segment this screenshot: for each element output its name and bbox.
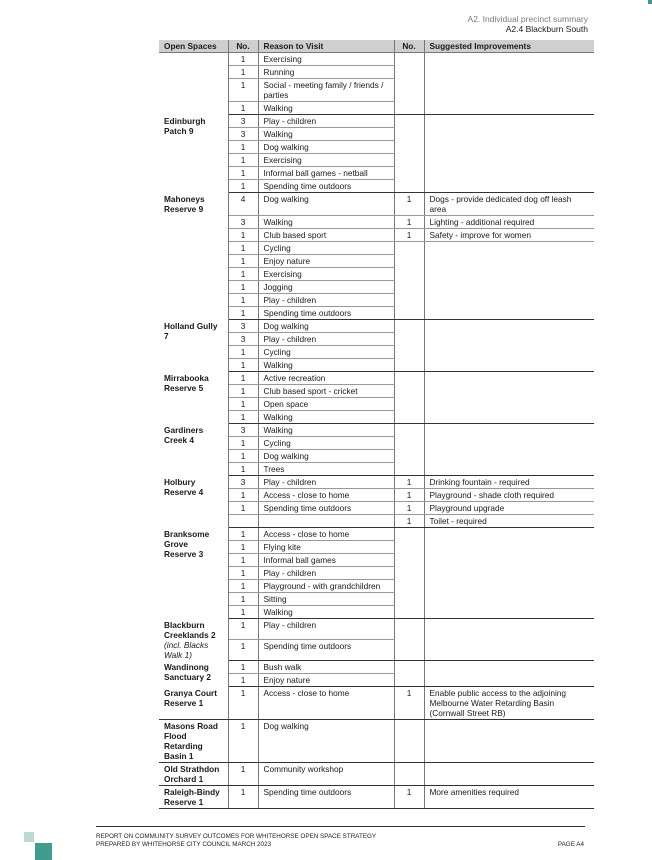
reason-count: 1 [228, 372, 258, 385]
reason-text: Access - close to home [258, 528, 394, 541]
improvement-count-empty [394, 128, 424, 141]
reason-text: Open space [258, 398, 394, 411]
improvement-count-empty [394, 554, 424, 567]
open-space-cell [159, 687, 228, 720]
open-space-name: Mirrabooka Reserve 5 [164, 372, 209, 393]
reason-text: Walking [258, 606, 394, 619]
improvement-count-empty [394, 167, 424, 180]
reason-text: Access - close to home [258, 687, 394, 720]
reason-text: Spending time outdoors [258, 640, 394, 661]
table-row [159, 720, 594, 763]
table-row [159, 619, 594, 640]
improvement-text-empty [424, 763, 594, 786]
improvement-text-empty [424, 411, 594, 424]
open-space-name: Mahoneys Reserve 9 [164, 193, 205, 214]
improvement-text-empty [424, 66, 594, 79]
open-space-cell [159, 372, 228, 424]
reason-text: Informal ball games - netball [258, 167, 394, 180]
open-space-name: Wandinong Sanctuary 2 [164, 661, 212, 682]
reason-count: 1 [228, 580, 258, 593]
improvement-text-empty [424, 437, 594, 450]
table-header-row [159, 40, 594, 53]
improvement-count-empty [394, 674, 424, 687]
reason-count: 1 [228, 619, 258, 640]
reason-text: Walking [258, 102, 394, 115]
reason-text: Informal ball games [258, 554, 394, 567]
reason-count: 1 [228, 359, 258, 372]
improvement-text-empty [424, 320, 594, 333]
improvement-count-empty [394, 640, 424, 661]
header-open-spaces: Open Spaces [159, 40, 228, 53]
reason-text: Cycling [258, 437, 394, 450]
improvement-count-empty [394, 141, 424, 154]
improvement-count-empty [394, 528, 424, 541]
reason-count: 1 [228, 640, 258, 661]
reason-count: 1 [228, 541, 258, 554]
reason-count: 1 [228, 661, 258, 674]
reason-text: Play - children [258, 567, 394, 580]
reason-count: 1 [228, 102, 258, 115]
improvement-count-empty [394, 463, 424, 476]
reason-count: 1 [228, 786, 258, 809]
reason-count: 3 [228, 320, 258, 333]
reason-text: Jogging [258, 281, 394, 294]
improvement-text-empty [424, 424, 594, 437]
reason-text: Community workshop [258, 763, 394, 786]
reason-text: Flying kite [258, 541, 394, 554]
reason-count: 1 [228, 763, 258, 786]
header-reason-to-visit: Reason to Visit [258, 40, 394, 53]
footer-text [96, 833, 376, 849]
page-number: PAGE A4 [557, 841, 584, 848]
table-row [159, 320, 594, 333]
improvement-count-empty [394, 567, 424, 580]
reason-count: 1 [228, 593, 258, 606]
reason-count: 1 [228, 502, 258, 515]
improvement-text-empty [424, 674, 594, 687]
reason-count: 1 [228, 294, 258, 307]
improvement-text-empty [424, 102, 594, 115]
footer-report-title: REPORT ON COMMUNITY SURVEY OUTCOMES FOR WHITEHORSE OPEN SPACE STRATEGY [96, 833, 377, 840]
table-row [159, 115, 594, 128]
improvement-count-empty [394, 372, 424, 385]
open-space-cell [159, 528, 228, 619]
logo-square-dark [35, 843, 52, 860]
improvement-text-empty [424, 372, 594, 385]
improvement-text-empty [424, 333, 594, 346]
improvement-count-empty [394, 294, 424, 307]
improvement-text-empty [424, 167, 594, 180]
reason-count: 1 [228, 242, 258, 255]
improvement-text-empty [424, 281, 594, 294]
improvement-text: Toilet - required [424, 515, 594, 528]
open-space-name: Raleigh-Bindy Reserve 1 [164, 787, 220, 807]
improvement-count: 1 [394, 229, 424, 242]
improvement-count: 1 [394, 193, 424, 216]
reason-text: Exercising [258, 154, 394, 167]
improvement-text-empty [424, 294, 594, 307]
open-space-cell [159, 424, 228, 476]
improvement-text: Enable public access to the adjoining Melbourne Water Retarding Basin (Cornwall Street RB) [424, 687, 594, 720]
improvement-text-empty [424, 606, 594, 619]
improvement-count: 1 [394, 476, 424, 489]
table-row [159, 424, 594, 437]
reason-count: 1 [228, 79, 258, 102]
reason-text: Dog walking [258, 141, 394, 154]
table-row [159, 53, 594, 66]
open-space-cell [159, 661, 228, 687]
reason-text: Exercising [258, 53, 394, 66]
reason-count: 3 [228, 115, 258, 128]
open-space-cell [159, 115, 228, 193]
reason-count: 3 [228, 216, 258, 229]
improvement-count-empty [394, 763, 424, 786]
reason-text: Club based sport [258, 229, 394, 242]
reason-text: Spending time outdoors [258, 786, 394, 809]
reason-text: Play - children [258, 115, 394, 128]
reason-text: Walking [258, 424, 394, 437]
improvement-count-empty [394, 79, 424, 102]
reason-count: 1 [228, 720, 258, 763]
reason-text: Walking [258, 359, 394, 372]
open-space-name: Old Strathdon Orchard 1 [164, 764, 220, 784]
improvement-text-empty [424, 541, 594, 554]
reason-count: 1 [228, 554, 258, 567]
open-space-name: Holland Gully 7 [164, 320, 218, 341]
table-row [159, 763, 594, 786]
improvement-count-empty [394, 398, 424, 411]
reason-text: Play - children [258, 476, 394, 489]
open-space-cell [159, 193, 228, 320]
improvement-count: 1 [394, 786, 424, 809]
improvement-count-empty [394, 606, 424, 619]
improvement-text-empty [424, 115, 594, 128]
header-improvement-count: No. [394, 40, 424, 53]
improvement-text-empty [424, 567, 594, 580]
improvement-text-empty [424, 554, 594, 567]
reason-text: Spending time outdoors [258, 307, 394, 320]
reason-count: 1 [228, 180, 258, 193]
reason-count: 1 [228, 66, 258, 79]
reason-text: Play - children [258, 294, 394, 307]
reason-text: Active recreation [258, 372, 394, 385]
improvement-count-empty [394, 359, 424, 372]
reason-text: Exercising [258, 268, 394, 281]
reason-text: Cycling [258, 346, 394, 359]
improvement-count-empty [394, 102, 424, 115]
improvement-count: 1 [394, 502, 424, 515]
reason-text: Walking [258, 216, 394, 229]
improvement-text-empty [424, 619, 594, 640]
improvement-text: Playground - shade cloth required [424, 489, 594, 502]
open-space-name: Granya Court Reserve 1 [164, 687, 218, 708]
open-space-note: (incl. Blacks Walk 1) [164, 639, 209, 660]
open-space-cell [159, 763, 228, 786]
subsection-title: A2.4 Blackburn South [505, 24, 588, 34]
reason-text: Dog walking [258, 720, 394, 763]
open-space-cell [159, 320, 228, 372]
reason-count: 1 [228, 307, 258, 320]
logo-square-light [24, 832, 34, 842]
improvement-text-empty [424, 720, 594, 763]
open-space-name: Edinburgh Patch 9 [164, 115, 206, 136]
section-title: A2. Individual precinct summary [467, 14, 588, 24]
improvement-count-empty [394, 593, 424, 606]
improvement-count: 1 [394, 687, 424, 720]
improvement-count-empty [394, 180, 424, 193]
improvement-count-empty [394, 450, 424, 463]
table-row [159, 193, 594, 216]
reason-text: Enjoy nature [258, 255, 394, 268]
reason-count: 1 [228, 255, 258, 268]
reason-count: 1 [228, 528, 258, 541]
improvement-text: Safety - improve for women [424, 229, 594, 242]
open-space-name: Blackburn Creeklands 2 [164, 619, 216, 640]
reason-text: Cycling [258, 242, 394, 255]
reason-count: 1 [228, 606, 258, 619]
reason-text: Spending time outdoors [258, 180, 394, 193]
open-space-cell [159, 786, 228, 809]
footer-prepared-by: PREPARED BY WHITEHORSE CITY COUNCIL MARCH 2023 [96, 841, 272, 848]
reason-count: 1 [228, 437, 258, 450]
improvement-count-empty [394, 580, 424, 593]
improvement-text: Lighting - additional required [424, 216, 594, 229]
reason-count: 1 [228, 167, 258, 180]
improvement-text-empty [424, 268, 594, 281]
reason-text: Enjoy nature [258, 674, 394, 687]
reason-count: 1 [228, 385, 258, 398]
reason-text: Access - close to home [258, 489, 394, 502]
improvement-text-empty [424, 593, 594, 606]
table-row [159, 476, 594, 489]
reason-count: 1 [228, 141, 258, 154]
improvement-text-empty [424, 79, 594, 102]
reason-count: 1 [228, 281, 258, 294]
improvement-text: Drinking fountain - required [424, 476, 594, 489]
improvement-text-empty [424, 180, 594, 193]
improvement-text-empty [424, 528, 594, 541]
improvement-count-empty [394, 424, 424, 437]
improvement-text-empty [424, 398, 594, 411]
reason-text: Dog walking [258, 450, 394, 463]
reason-count: 1 [228, 154, 258, 167]
improvement-count-empty [394, 541, 424, 554]
improvement-count-empty [394, 385, 424, 398]
improvement-count-empty [394, 53, 424, 66]
reason-text [258, 515, 394, 528]
reason-count: 1 [228, 489, 258, 502]
reason-count: 1 [228, 229, 258, 242]
improvement-count-empty [394, 411, 424, 424]
improvement-count: 1 [394, 489, 424, 502]
reason-count: 1 [228, 450, 258, 463]
footer-rule [96, 826, 585, 827]
survey-table [159, 40, 594, 809]
reason-count: 1 [228, 687, 258, 720]
improvement-text-empty [424, 346, 594, 359]
improvement-text-empty [424, 128, 594, 141]
improvement-text-empty [424, 154, 594, 167]
reason-count: 3 [228, 476, 258, 489]
reason-text: Play - children [258, 619, 394, 640]
improvement-count-empty [394, 66, 424, 79]
improvement-count-empty [394, 255, 424, 268]
reason-count [228, 515, 258, 528]
reason-count: 1 [228, 463, 258, 476]
improvement-text-empty [424, 359, 594, 372]
improvement-count-empty [394, 619, 424, 640]
improvement-count-empty [394, 268, 424, 281]
reason-count: 1 [228, 268, 258, 281]
reason-count: 1 [228, 346, 258, 359]
table-row [159, 687, 594, 720]
reason-count: 1 [228, 53, 258, 66]
improvement-count-empty [394, 320, 424, 333]
improvement-text-empty [424, 640, 594, 661]
improvement-text-empty [424, 255, 594, 268]
improvement-text-empty [424, 307, 594, 320]
improvement-text-empty [424, 385, 594, 398]
improvement-count-empty [394, 154, 424, 167]
reason-text: Spending time outdoors [258, 502, 394, 515]
improvement-count: 1 [394, 515, 424, 528]
open-space-name: Masons Road Flood Retarding Basin 1 [164, 721, 218, 761]
reason-text: Club based sport - cricket [258, 385, 394, 398]
improvement-count-empty [394, 281, 424, 294]
improvement-count-empty [394, 346, 424, 359]
reason-text: Sitting [258, 593, 394, 606]
open-space-name: Branksome Grove Reserve 3 [164, 528, 210, 559]
improvement-count-empty [394, 437, 424, 450]
improvement-text: More amenities required [424, 786, 594, 809]
header-reason-count: No. [228, 40, 258, 53]
open-space-cell [159, 720, 228, 763]
improvement-count-empty [394, 242, 424, 255]
reason-text: Walking [258, 128, 394, 141]
header-suggested-improvements: Suggested Improvements [424, 40, 594, 53]
improvement-count-empty [394, 115, 424, 128]
reason-count: 3 [228, 424, 258, 437]
reason-text: Bush walk [258, 661, 394, 674]
improvement-text-empty [424, 661, 594, 674]
reason-text: Walking [258, 411, 394, 424]
reason-count: 3 [228, 128, 258, 141]
improvement-text-empty [424, 463, 594, 476]
open-space-cell [159, 619, 228, 661]
open-space-cell [159, 476, 228, 528]
reason-text: Trees [258, 463, 394, 476]
improvement-count-empty [394, 661, 424, 674]
corner-accent [648, 0, 652, 4]
improvement-count-empty [394, 333, 424, 346]
open-space-name: Gardiners Creek 4 [164, 424, 204, 445]
table-row [159, 661, 594, 674]
open-space-name: Holbury Reserve 4 [164, 476, 204, 497]
reason-text: Social - meeting family / friends / parties [258, 79, 394, 102]
improvement-text-empty [424, 141, 594, 154]
reason-count: 1 [228, 567, 258, 580]
table-row [159, 372, 594, 385]
reason-text: Dog walking [258, 320, 394, 333]
reason-count: 1 [228, 674, 258, 687]
improvement-text-empty [424, 53, 594, 66]
improvement-text: Playground upgrade [424, 502, 594, 515]
reason-count: 1 [228, 398, 258, 411]
reason-text: Running [258, 66, 394, 79]
reason-text: Dog walking [258, 193, 394, 216]
reason-text: Playground - with grandchildren [258, 580, 394, 593]
reason-text: Play - children [258, 333, 394, 346]
open-space-cell [159, 53, 228, 115]
reason-count: 3 [228, 333, 258, 346]
reason-count: 1 [228, 411, 258, 424]
reason-count: 4 [228, 193, 258, 216]
improvement-text-empty [424, 450, 594, 463]
improvement-count-empty [394, 307, 424, 320]
improvement-text-empty [424, 242, 594, 255]
table-row [159, 528, 594, 541]
improvement-text-empty [424, 580, 594, 593]
table-row [159, 786, 594, 809]
improvement-count-empty [394, 720, 424, 763]
improvement-count: 1 [394, 216, 424, 229]
improvement-text: Dogs - provide dedicated dog off leash area [424, 193, 594, 216]
